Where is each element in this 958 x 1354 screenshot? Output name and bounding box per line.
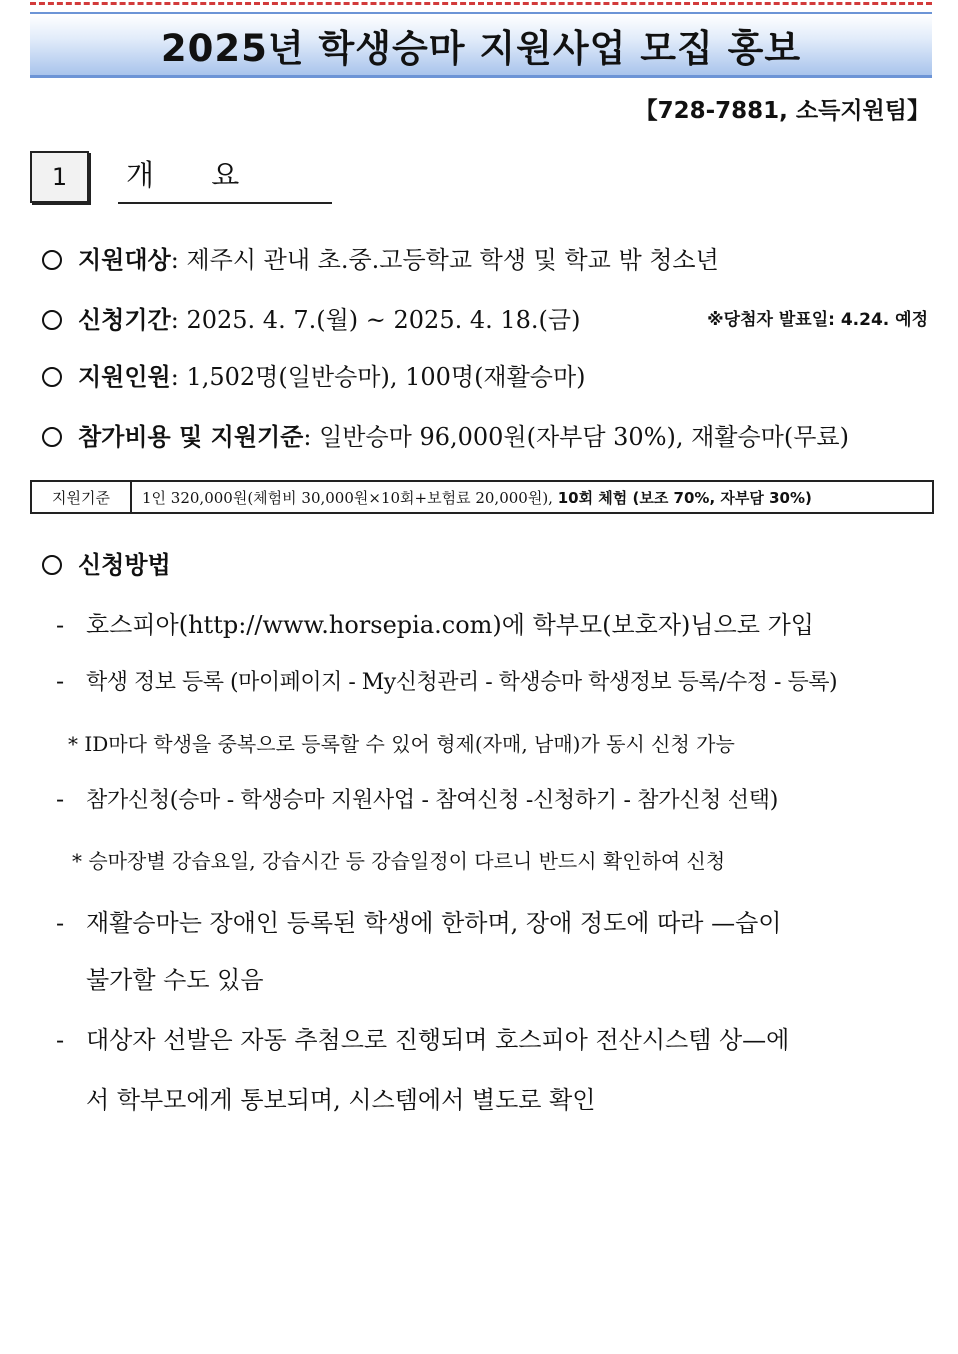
apply-note-schedule: * 승마장별 강습요일, 강습시간 등 강습일정이 다르니 반드시 확인하여 신청 [72, 849, 726, 873]
overview-item-period [42, 300, 580, 335]
overview-item-target [42, 240, 719, 275]
section-number-box: 1 [30, 151, 89, 203]
apply-step-participate: - 참가신청(승마 - 학생승마 지원사업 - 참여신청 -신청하기 - 참가신청 선택) [56, 785, 778, 813]
overview-item-cost [42, 417, 849, 452]
apply-step-rehab-cont: 불가할 수도 있음 [86, 966, 264, 994]
overview-value: : 제주시 관내 초.중.고등학교 학생 및 학교 밖 청소년 [170, 246, 719, 274]
overview-label: 신청기간 [78, 306, 171, 334]
section-title: 개 요 [118, 152, 332, 204]
criteria-detail: 1인 320,000원(체험비 30,000원×10회+보험료 20,000원), [142, 488, 558, 507]
circle-bullet-icon [42, 250, 62, 270]
overview-label: 참가비용 및 지원기준 [78, 423, 304, 451]
criteria-table [30, 480, 934, 514]
apply-heading [42, 545, 171, 580]
apply-step-rehab: - 재활승마는 장애인 등록된 학생에 한하며, 장애 정도에 따라 —습이 [56, 909, 782, 937]
circle-bullet-icon [42, 555, 62, 575]
apply-step-register: - 학생 정보 등록 (마이페이지 - My신청관리 - 학생승마 학생정보 등록/수정 - 등록) [56, 667, 838, 695]
page-title: 2025년 학생승마 지원사업 모집 홍보 [160, 26, 802, 70]
contact-info: 【728-7881, 소득지원팀】 [634, 98, 930, 124]
top-dashed-border [30, 2, 932, 5]
overview-label: 지원대상 [78, 246, 171, 274]
overview-value: : 2025. 4. 7.(월) ~ 2025. 4. 18.(금) [170, 306, 581, 334]
overview-value: : 1,502명(일반승마), 100명(재활승마) [170, 363, 586, 391]
overview-item-count [42, 357, 586, 392]
title-banner [30, 12, 932, 78]
circle-bullet-icon [42, 310, 62, 330]
criteria-label: 지원기준 [32, 482, 132, 512]
apply-step-signup: - 호스피아(http://www.horsepia.com)에 학부모(보호자)님으로 가입 [56, 611, 814, 639]
apply-step-selection: - 대상자 선발은 자동 추첨으로 진행되며 호스피아 전산시스템 상—에 [56, 1026, 790, 1054]
apply-note-duplicate: * ID마다 학생을 중복으로 등록할 수 있어 형제(자매, 남매)가 동시 신청 가능 [68, 732, 735, 756]
apply-heading-label: 신청방법 [78, 551, 171, 579]
criteria-text [132, 487, 812, 508]
circle-bullet-icon [42, 367, 62, 387]
overview-label: 지원인원 [78, 363, 171, 391]
overview-value: : 일반승마 96,000원(자부담 30%), 재활승마(무료) [303, 423, 849, 451]
apply-step-selection-cont: 서 학부모에게 통보되며, 시스템에서 별도로 확인 [86, 1086, 596, 1114]
circle-bullet-icon [42, 427, 62, 447]
announcement-note: ※당첨자 발표일: 4.24. 예정 [707, 310, 928, 330]
criteria-emphasis: 10회 체험 (보조 70%, 자부담 30%) [557, 488, 812, 507]
